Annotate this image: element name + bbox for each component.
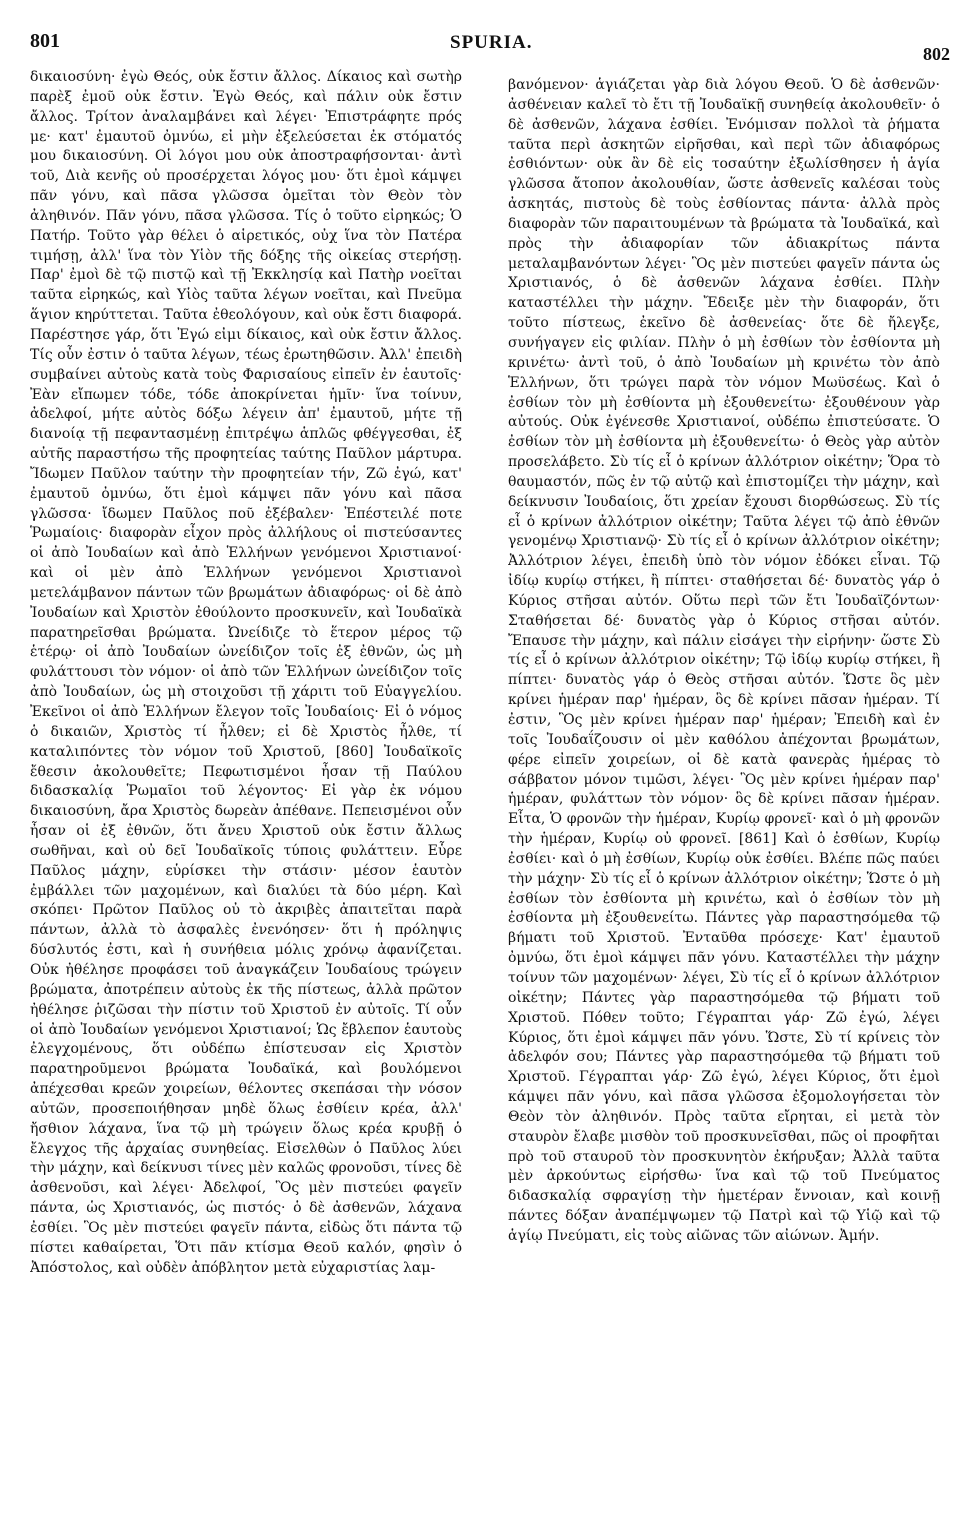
left-column xyxy=(30,68,462,1528)
right-column-text: βανόμενον· ἁγιάζεται γὰρ διὰ λόγου Θεοῦ. Ὁ δὲ ἀσθενῶν· ἀσθένειαν καλεῖ τὸ ἔτι τῇ Ἰουδαϊκῇ συνηθείᾳ ἀκολουθεῖν· ὁ δὲ ἀσθενῶν, λάχανα ἐσθίει. Ἐνόμισαν πολλοὶ τὰ ῥήματα ταῦτα περὶ ἀσκητῶν εἰρῆσθαι, καὶ περὶ τῶν ἀδιαφόρως ἐσθιόντων· οὐκ ἂν δὲ εἰς τοσαύτην ἐξωλίσθησεν ἡ ἁγία γλῶσσα ἄτοπον ἀκολουθίαν, ὥστε ἀσθενεῖς καλέσαι τοὺς ἀσκητάς, πιστοὺς δὲ τοὺς ἐσθίοντας πάντα· ἀλλὰ πρὸς διαφορὰν τῶν παραιτουμένων τὰ βρώματα τὰ Ἰουδαϊκά, καὶ πρὸς τὴν ἀδιαφορίαν τῶν ἀδιακρίτως πάντα μεταλαμβανόντων λέγει· Ὃς μὲν πιστεύει φαγεῖν πάντα ὡς Χριστιανός, ὁ δὲ ἀσθενῶν λάχανα ἐσθίει. Πλὴν καταστέλλει τὴν μάχην. Ἔδειξε μὲν τὴν διαφοράν, ὅτι τοῦτο πίστεως, ἐκεῖνο δὲ ἀσθενείας· ὅτε δὲ ἤλεγξε, συνήγαγεν εἰς φιλίαν. Πλὴν ὁ μὴ ἐσθίων τὸν ἐσθίοντα μὴ κρινέτω· ἀντὶ τοῦ, ὁ ἀπὸ Ἰουδαίων μὴ κρινέτω τὸν ἀπὸ Ἑλλήνων, ὅτι τρώγει παρὰ τὸν νόμον Μωϋσέως. Καὶ ὁ ἐσθίων τὸν μὴ ἐσθίοντα μὴ ἐξουθενείτω· ἐξουθένουν γὰρ αὐτούς. Οὐκ ἐγένεσθε Χριστιανοί, οὐδέπω ἐπιστεύσατε. Ὁ ἐσθίων τὸν μὴ ἐσθίοντα μὴ ἐξουθενείτω· ὁ Θεὸς γὰρ αὐτὸν προσελάβετο. Σὺ τίς εἶ ὁ κρίνων ἀλλότριον οἰκέτην; Ὅρα τὸ θαυμαστόν, πῶς ἐν τῷ αὐτῷ καὶ ἐπιστομίζει τὴν μάχην, καὶ δείκνυσιν Ἰουδαίοις, ὅτι χρείαν ἔχουσι διορθώσεως. Σὺ τίς εἶ ὁ κρίνων ἀλλότριον οἰκέτην; Ταῦτα λέγει τῷ ἀπὸ ἐθνῶν γενομένῳ Χριστιανῷ· Σὺ τίς εἶ ὁ κρίνων ἀλλότριον οἰκέτην; Ἀλλότριον λέγει, ἐπειδὴ ὑπὸ τὸν νόμον ἐδόκει εἶναι. Τῷ ἰδίῳ κυρίῳ στήκει, ἢ πίπτει· σταθήσεται δέ· δυνατὸς γάρ ὁ Κύριος στῆσαι αὐτόν. Οὕτω περὶ τῶν ἔτι Ἰουδαϊζόντων· Σταθήσεται δέ· δυνατὸς γὰρ ὁ Κύριος στῆσαι αὐτόν. Ἔπαυσε τὴν μάχην, καὶ πάλιν εἰσάγει τὴν εἰρήνην· ὥστε Σὺ τίς εἶ ὁ κρίνων ἀλλότριον οἰκέτην; Τῷ ἰδίῳ κυρίῳ στήκει, ἢ πίπτει· δυνατὸς γάρ ὁ Θεὸς στῆσαι αὐτόν. Ὥστε ὃς μὲν κρίνει ἡμέραν παρ' ἡμέραν, ὃς δὲ κρίνει πᾶσαν ἡμέραν. Τί ἐστιν, Ὃς μὲν κρίνει ἡμέραν παρ' ἡμέραν; Ἐπειδὴ καὶ ἐν τοῖς Ἰουδαΐζουσιν οἱ μὲν καθόλου ἀπέχονται βρωμάτων, φέρε εἰπεῖν χοιρείων, οἱ δὲ κατὰ φανερὰς ἡμέρας τὸ σάββατον μόνον τιμῶσι, λέγει· Ὃς μὲν κρίνει ἡμέραν παρ' ἡμέραν, φυλάττων τὸν νόμον· ὃς δὲ κρίνει πᾶσαν ἡμέραν. Εἶτα, Ὁ φρονῶν τὴν ἡμέραν, Κυρίῳ φρονεῖ· καὶ ὁ μὴ φρονῶν τὴν ἡμέραν, Κυρίῳ οὐ φρονεῖ. [861] Καὶ ὁ ἐσθίων, Κυρίῳ ἐσθίει· καὶ ὁ μὴ ἐσθίων, Κυρίῳ οὐκ ἐσθίει. Βλέπε πῶς παύει τὴν μάχην· Σὺ τίς εἶ ὁ κρίνων ἀλλότριον οἰκέτην; Ὥστε ὁ μὴ ἐσθίων τὸν ἐσθίοντα μὴ κρινέτω, καὶ ὁ ἐσθίων τὸν μὴ ἐσθίοντα μὴ ἐξουθενείτω. Πάντες γὰρ παραστησόμεθα τῷ βήματι τοῦ Χριστοῦ. Ἐνταῦθα πρόσεχε· Κατ' ἐμαυτοῦ ὀμνύω, ὅτι ἐμοὶ κάμψει πᾶν γόνυ. Καταστέλλει τὴν μάχην τοίνυν τῶν μαχομένων· λέγει, Σὺ τίς εἶ ὁ κρίνων ἀλλότριον οἰκέτην; Πάντες γὰρ παραστησόμεθα τῷ βήματι τοῦ Χριστοῦ. Πόθεν τοῦτο; Γέγραπται γάρ· Ζῶ ἐγώ, λέγει Κύριος, ὅτι ἐμοὶ κάμψει πᾶν γόνυ. Ὥστε, Σὺ τί κρίνεις τὸν ἀδελφόν σου; Πάντες γὰρ παραστησόμεθα τῷ βήματι τοῦ Χριστοῦ. Γέγραπται γάρ· Ζῶ ἐγώ, λέγει Κύριος, ὅτι ἐμοὶ κάμψει πᾶν γόνυ, καὶ πᾶσα γλῶσσα ἐξομολογήσεται τὸν Θεὸν τὸν ἀληθινόν. Πρὸς ταῦτα εἴρηται, εἰ μετὰ τὸν σταυρὸν ἔλαβε μισθὸν τοῦ προσκυνεῖσθαι, πῶς οἱ προφῆται πρὸ τοῦ σταυροῦ τὸν προσκυνητὸν ἐκήρυξαν; Ἀλλὰ ταῦτα μὲν ἀρκούντως εἰρήσθω· ἵνα καὶ τῷ τοῦ Πνεύματος διδασκαλίᾳ σφραγίσῃ τὴν ἡμετέραν ἔννοιαν, καὶ κοινῇ πάντες δόξαν ἀναπέμψωμεν τῷ Πατρὶ καὶ τῷ Υἱῷ καὶ τῷ ἁγίῳ Πνεύματι, εἰς τοὺς αἰῶνας τῶν αἰώνων. Ἀμήν. xyxy=(508,77,940,1244)
right-page-number: 802 xyxy=(923,44,950,64)
left-page-number: 801 xyxy=(30,30,60,52)
right-column xyxy=(508,76,940,1536)
running-head: SPURIA. xyxy=(450,32,533,53)
page-header xyxy=(30,30,950,64)
left-column-text: δικαιοσύνη· ἐγὼ Θεός, οὐκ ἔστιν ἄλλος. Δίκαιος καὶ σωτὴρ παρὲξ ἐμοῦ οὐκ ἔστιν. Ἐγὼ Θεός, καὶ πάλιν οὐκ ἔστιν ἄλλος. Τρίτον ἀναλαμβάνει καὶ λέγει· Ἐπιστράφητε πρός με· κατ' ἐμαυτοῦ ὀμνύω, εἰ μὴν ἐξελεύσεται ἐκ στόματός μου δικαιοσύνη. Οἱ λόγοι μου οὐκ ἀποστραφήσονται· ἀντὶ τοῦ, Διὰ κενῆς οὐ προσέρχεται λόγος μου· ὅτι ἐμοὶ κάμψει πᾶν γόνυ, καὶ πᾶσα γλῶσσα ὀμεῖται τὸν Θεὸν τὸν ἀληθινόν. Πᾶν γόνυ, πᾶσα γλῶσσα. Τίς ὁ τοῦτο εἰρηκώς; Ὁ Πατήρ. Τοῦτο γὰρ θέλει ὁ αἱρετικός, οὐχ ἵνα τὸν Πατέρα τιμήσῃ, ἀλλ' ἵνα τὸν Υἱὸν τῆς δόξης τῆς οἰκείας στερήσῃ. Παρ' ἐμοὶ δὲ τῷ πιστῷ καὶ τῇ Ἐκκλησίᾳ καὶ Πατὴρ νοεῖται ταῦτα εἰρηκώς, καὶ Υἱὸς ταῦτα λέγων νοεῖται, καὶ Πνεῦμα ἅγιον κηρύττεται. Ταῦτα ἐθεολόγουν, καὶ οὐκ ἔστι διαφορά. Παρέστησε γάρ, ὅτι Ἐγώ εἰμι δίκαιος, καὶ οὐκ ἔστιν ἄλλος. Τίς οὖν ἐστιν ὁ ταῦτα λέγων, τέως ἐρωτηθῶσιν. Ἀλλ' ἐπειδὴ συμβαίνει αὐτοὺς κατὰ τοὺς Φαρισαίους εἰπεῖν ἐν ἑαυτοῖς· Ἐὰν εἴπωμεν τόδε, τόδε ἀποκρίνεται ἡμῖν· ἵνα τοίνυν, ἀδελφοί, μήτε αὐτὸς δόξω λέγειν ἀπ' ἐμαυτοῦ, μήτε τῇ διανοίᾳ τῇ πεφαντασμένῃ ἐπιτρέψω ἁπλῶς φθέγγεσθαι, ἐξ αὐτῆς παραστήσω τῆς προφητείας ταύτης Παῦλον μάρτυρα. Ἴδωμεν Παῦλον ταύτην τὴν προφητείαν τήν, Ζῶ ἐγώ, κατ' ἐμαυτοῦ ὀμνύω, ὅτι ἐμοὶ κάμψει πᾶν γόνυ καὶ πᾶσα γλῶσσα· ἴδωμεν Παῦλος ποῦ ἐξέβαλεν· Ἐπέστειλέ ποτε Ῥωμαίοις· διαφορὰν εἶχον πρὸς ἀλλήλους οἱ πιστεύσαντες οἱ ἀπὸ Ἰουδαίων καὶ ἀπὸ Ἑλλήνων γενόμενοι Χριστιανοί· καὶ οἱ μὲν ἀπὸ Ἑλλήνων γενόμενοι Χριστιανοὶ μετελάμβανον πάντων τῶν βρωμάτων ἀδιαφόρως· οἱ δὲ ἀπὸ Ἰουδαίων καὶ Χριστὸν ἐθούλοντο προσκυνεῖν, καὶ Ἰουδαϊκὰ παρατηρεῖσθαι βρώματα. Ὠνείδιζε τὸ ἕτερον μέρος τῷ ἑτέρῳ· οἱ ἀπὸ Ἰουδαίων ὠνείδιζον τοῖς ἐξ ἐθνῶν, ὡς μὴ φυλάττουσι τὸν νόμον· οἱ ἀπὸ τῶν Ἑλλήνων ὠνείδιζον τοῖς ἀπὸ Ἰουδαίων, ὡς μὴ στοιχοῦσι τῇ χάριτι τοῦ Εὐαγγελίου. Ἐκεῖνοι οἱ ἀπὸ Ἑλλήνων ἔλεγον τοῖς Ἰουδαίοις· Εἰ ὁ νόμος ὁ δικαιῶν, Χριστὸς τί ἦλθεν; εἰ δὲ Χριστὸς ἦλθε, τί καταλιπόντες τὸν νόμον τοῦ Χριστοῦ, [860] Ἰουδαϊκοῖς ἔθεσιν ἀκολουθεῖτε; Πεφωτισμένοι ἦσαν τῇ Παύλου διδασκαλίᾳ Ῥωμαῖοι τοῦ λέγοντος· Εἰ γὰρ ἐκ νόμου δικαιοσύνη, ἄρα Χριστὸς δωρεὰν ἀπέθανε. Πεπεισμένοι οὖν ἦσαν οἱ ἐξ ἐθνῶν, ὅτι ἄνευ Χριστοῦ οὐκ ἔστιν ἄλλως σωθῆναι, καὶ οὐ δεῖ Ἰουδαϊκοῖς τύποις φυλάττειν. Εὗρε Παῦλος μάχην, εὑρίσκει τὴν στάσιν· μέσον ἑαυτὸν ἐμβάλλει τῶν μαχομένων, καὶ διαλύει τὰ δύο μέρη. Καὶ σκόπει· Πρῶτον Παῦλος οὐ τὸ ἀκριβὲς ἀπαιτεῖται παρὰ πάντων, ἀλλὰ τὸ ἀσφαλὲς ἐνενόησεν· ὅτι ἡ πρόληψις δύσλυτός ἐστι, καὶ ἡ συνήθεια μόλις χρόνῳ ἀφανίζεται. Οὐκ ἠθέλησε προφάσει τοῦ ἀναγκάζειν Ἰουδαίους τρώγειν βρώματα, ἀποτρέπειν αὐτοὺς ἐκ τῆς πίστεως, ἀλλὰ πρῶτον ἠθέλησε ῥιζῶσαι τὴν πίστιν τοῦ Χριστοῦ ἐν αὐτοῖς. Τί οὖν οἱ ἀπὸ Ἰουδαίων γενόμενοι Χριστιανοί; Ὡς ἔβλεπον ἑαυτοὺς ἐλεγχομένους, ὅτι οὐδέπω ἐπίστευσαν εἰς Χριστὸν παρατηροῦμενοι βρώματα Ἰουδαϊκά, καὶ βουλόμενοι ἀπέχεσθαι κρεῶν χοιρείων, θέλοντες σκεπάσαι τὴν νόσον αὐτῶν, προσεποιήθησαν μηδὲ ὅλως ἐσθίειν κρέα, ἀλλ' ἤσθιον λάχανα, ἵνα τῷ μὴ τρώγειν ὅλως κρέα κρυβῇ ὁ ἔλεγχος τῆς ἀρχαίας συνηθείας. Εἰσελθὼν ὁ Παῦλος λύει τὴν μάχην, καὶ δείκνυσι τίνες μὲν καλῶς φρονοῦσι, τίνες δὲ ἀσθενοῦσι, καὶ λέγει· Ἀδελφοί, Ὃς μὲν πιστεύει φαγεῖν πάντα, ὡς Χριστιανός, ὡς πιστός· ὁ δὲ ἀσθενῶν, λάχανα ἐσθίει. Ὃς μὲν πιστεύει φαγεῖν πάντα, εἰδὼς ὅτι πάντα τῷ πίστει καθαίρεται, Ὅτι πᾶν κτίσμα Θεοῦ καλόν, φησὶν ὁ Ἀπόστολος, καὶ οὐδὲν ἀπόβλητον μετὰ εὐχαριστίας λαμ- xyxy=(30,69,462,1276)
